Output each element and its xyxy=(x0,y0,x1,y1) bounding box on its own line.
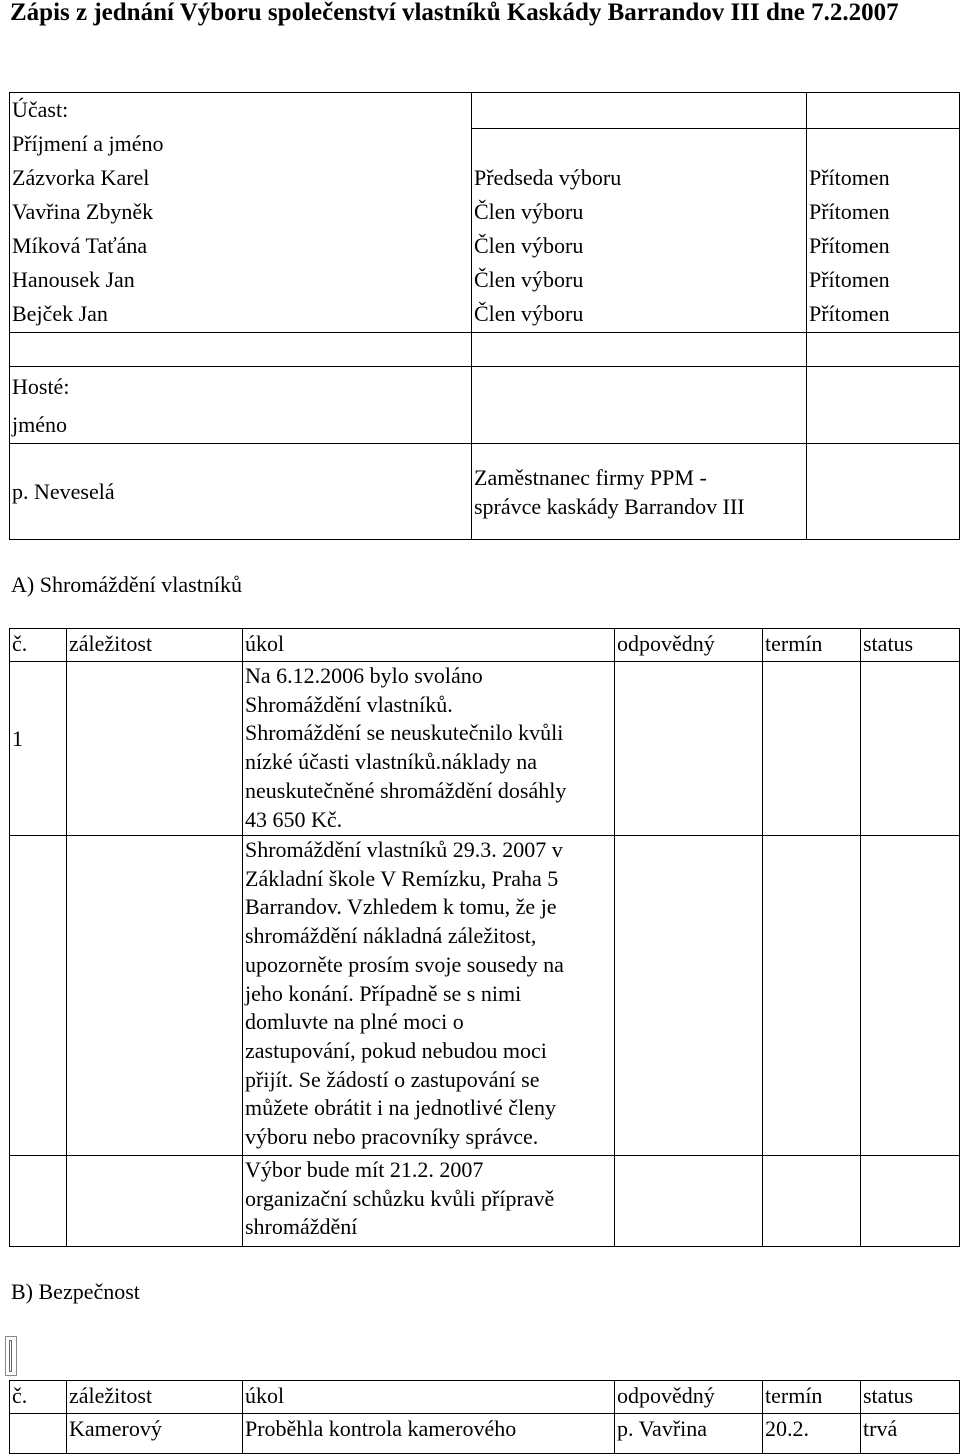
guest-role-line: Zaměstnanec firmy PPM - xyxy=(474,464,707,490)
empty-cell xyxy=(807,129,960,163)
attendance-label: Účast: xyxy=(12,97,69,122)
empty-cell xyxy=(67,662,243,836)
ukol-line: Barrandov. Vzhledem k tomu, že je xyxy=(245,894,557,920)
member-row xyxy=(10,299,960,333)
header-termin: termín xyxy=(763,1381,861,1414)
member-row xyxy=(10,231,960,265)
section-b-title: B) Bezpečnost xyxy=(11,1279,140,1304)
member-role: Člen výboru xyxy=(472,197,807,231)
table-header-row xyxy=(10,629,960,662)
header-status: status xyxy=(861,629,960,662)
row-ukol xyxy=(243,662,615,836)
empty-cell xyxy=(807,407,960,444)
empty-cell xyxy=(763,836,861,1156)
member-role: Člen výboru xyxy=(472,265,807,299)
member-row xyxy=(10,197,960,231)
guest-role-line: správce kaskády Barrandov III xyxy=(474,493,745,519)
member-status: Přítomen xyxy=(807,163,960,197)
ukol-line: Shromáždění vlastníků 29.3. 2007 v xyxy=(245,837,563,862)
empty-cell xyxy=(67,1156,243,1247)
ukol-line: zastupování, pokud nebudou moci xyxy=(245,1037,547,1063)
section-a-table xyxy=(9,628,960,1247)
member-name: Míková Taťána xyxy=(10,231,472,265)
ukol-line: shromáždění xyxy=(245,1214,358,1240)
ukol-line: Shromáždění se neuskutečnilo kvůli xyxy=(245,720,564,746)
row-number xyxy=(10,1414,67,1454)
ukol-line: můžete obrátit i na jednotlivé členy xyxy=(245,1095,556,1121)
row-zalezitost: Kamerový xyxy=(67,1414,243,1454)
header-zalezitost: záležitost xyxy=(67,1381,243,1414)
ukol-line: 43 650 Kč. xyxy=(245,806,343,832)
member-role: Předseda výboru xyxy=(472,163,807,197)
text-cursor-icon xyxy=(5,1336,17,1376)
member-status: Přítomen xyxy=(807,197,960,231)
section-b-table xyxy=(9,1380,960,1454)
empty-cell xyxy=(763,662,861,836)
ukol-line: nízké účasti vlastníků.náklady na xyxy=(245,749,538,775)
guest-row xyxy=(10,444,960,540)
empty-cell xyxy=(10,836,67,1156)
guest-name: p. Neveselá xyxy=(10,444,472,540)
header-status: status xyxy=(861,1381,960,1414)
row-ukol: Proběhla kontrola kamerového xyxy=(243,1414,615,1454)
row-ukol xyxy=(243,1156,615,1247)
member-status: Přítomen xyxy=(807,265,960,299)
header-termin: termín xyxy=(763,629,861,662)
row-ukol xyxy=(243,836,615,1156)
member-name: Bejček Jan xyxy=(10,299,472,333)
header-c: č. xyxy=(10,629,67,662)
ukol-line: výboru nebo pracovníky správce. xyxy=(245,1124,539,1150)
empty-cell xyxy=(472,129,807,163)
empty-cell xyxy=(861,836,960,1156)
empty-cell xyxy=(67,836,243,1156)
row-number: 1 xyxy=(10,662,67,836)
guest-role xyxy=(472,444,807,540)
member-status: Přítomen xyxy=(807,231,960,265)
table-row xyxy=(10,662,960,836)
empty-cell xyxy=(807,444,960,540)
header-odpovedny: odpovědný xyxy=(615,1381,763,1414)
empty-cell xyxy=(472,367,807,408)
empty-cell xyxy=(763,1156,861,1247)
member-row xyxy=(10,163,960,197)
header-zalezitost: záležitost xyxy=(67,629,243,662)
ukol-line: shromáždění nákladná záležitost, xyxy=(245,923,537,949)
empty-cell xyxy=(861,1156,960,1247)
table-row xyxy=(10,1156,960,1247)
table-row xyxy=(10,836,960,1156)
empty-cell xyxy=(472,333,807,367)
member-name: Hanousek Jan xyxy=(10,265,472,299)
ukol-line: přijít. Se žádostí o zastupování se xyxy=(245,1066,540,1092)
empty-cell xyxy=(615,836,763,1156)
ukol-line: Shromáždění vlastníků. xyxy=(245,691,453,717)
ukol-line: upozorněte prosím svoje sousedy na xyxy=(245,951,564,977)
attendance-table xyxy=(9,92,960,540)
guests-label: Hosté: xyxy=(10,367,472,408)
row-status: trvá xyxy=(861,1414,960,1454)
empty-cell xyxy=(615,662,763,836)
guest-name-label: jméno xyxy=(10,407,472,444)
empty-cell xyxy=(615,1156,763,1247)
attendance-label-cell xyxy=(10,93,472,129)
empty-cell xyxy=(10,1156,67,1247)
ukol-line: domluvte na plné moci o xyxy=(245,1009,464,1035)
empty-cell xyxy=(861,662,960,836)
header-odpovedny: odpovědný xyxy=(615,629,763,662)
empty-cell xyxy=(472,93,807,129)
ukol-line: Výbor bude mít 21.2. 2007 xyxy=(245,1157,484,1182)
ukol-line: organizační schůzku kvůli přípravě xyxy=(245,1185,555,1211)
member-role: Člen výboru xyxy=(472,299,807,333)
name-column-label-cell xyxy=(10,129,472,163)
ukol-line: neuskutečněné shromáždění dosáhly xyxy=(245,777,567,803)
document-title: Zápis z jednání Výboru společenství vlastníků Kaskády Barrandov III dne 7.2.2007 xyxy=(10,0,899,26)
member-row xyxy=(10,265,960,299)
empty-cell xyxy=(807,367,960,408)
table-header-row xyxy=(10,1381,960,1414)
section-a-title: A) Shromáždění vlastníků xyxy=(11,572,242,597)
header-c: č. xyxy=(10,1381,67,1414)
header-ukol: úkol xyxy=(243,629,615,662)
row-odpovedny: p. Vavřina xyxy=(615,1414,763,1454)
table-row xyxy=(10,1414,960,1454)
empty-cell xyxy=(807,333,960,367)
row-termin: 20.2. xyxy=(763,1414,861,1454)
member-status: Přítomen xyxy=(807,299,960,333)
member-name: Zázvorka Karel xyxy=(10,163,472,197)
ukol-line: Na 6.12.2006 bylo svoláno xyxy=(245,663,483,688)
name-column-label: Příjmení a jméno xyxy=(12,130,164,156)
ukol-line: jeho konání. Případně se s nimi xyxy=(245,980,522,1006)
member-role: Člen výboru xyxy=(472,231,807,265)
member-name: Vavřina Zbyněk xyxy=(10,197,472,231)
empty-cell xyxy=(472,407,807,444)
empty-cell xyxy=(10,333,472,367)
header-ukol: úkol xyxy=(243,1381,615,1414)
ukol-line: Základní škole V Remízku, Praha 5 xyxy=(245,865,559,891)
empty-cell xyxy=(807,93,960,129)
